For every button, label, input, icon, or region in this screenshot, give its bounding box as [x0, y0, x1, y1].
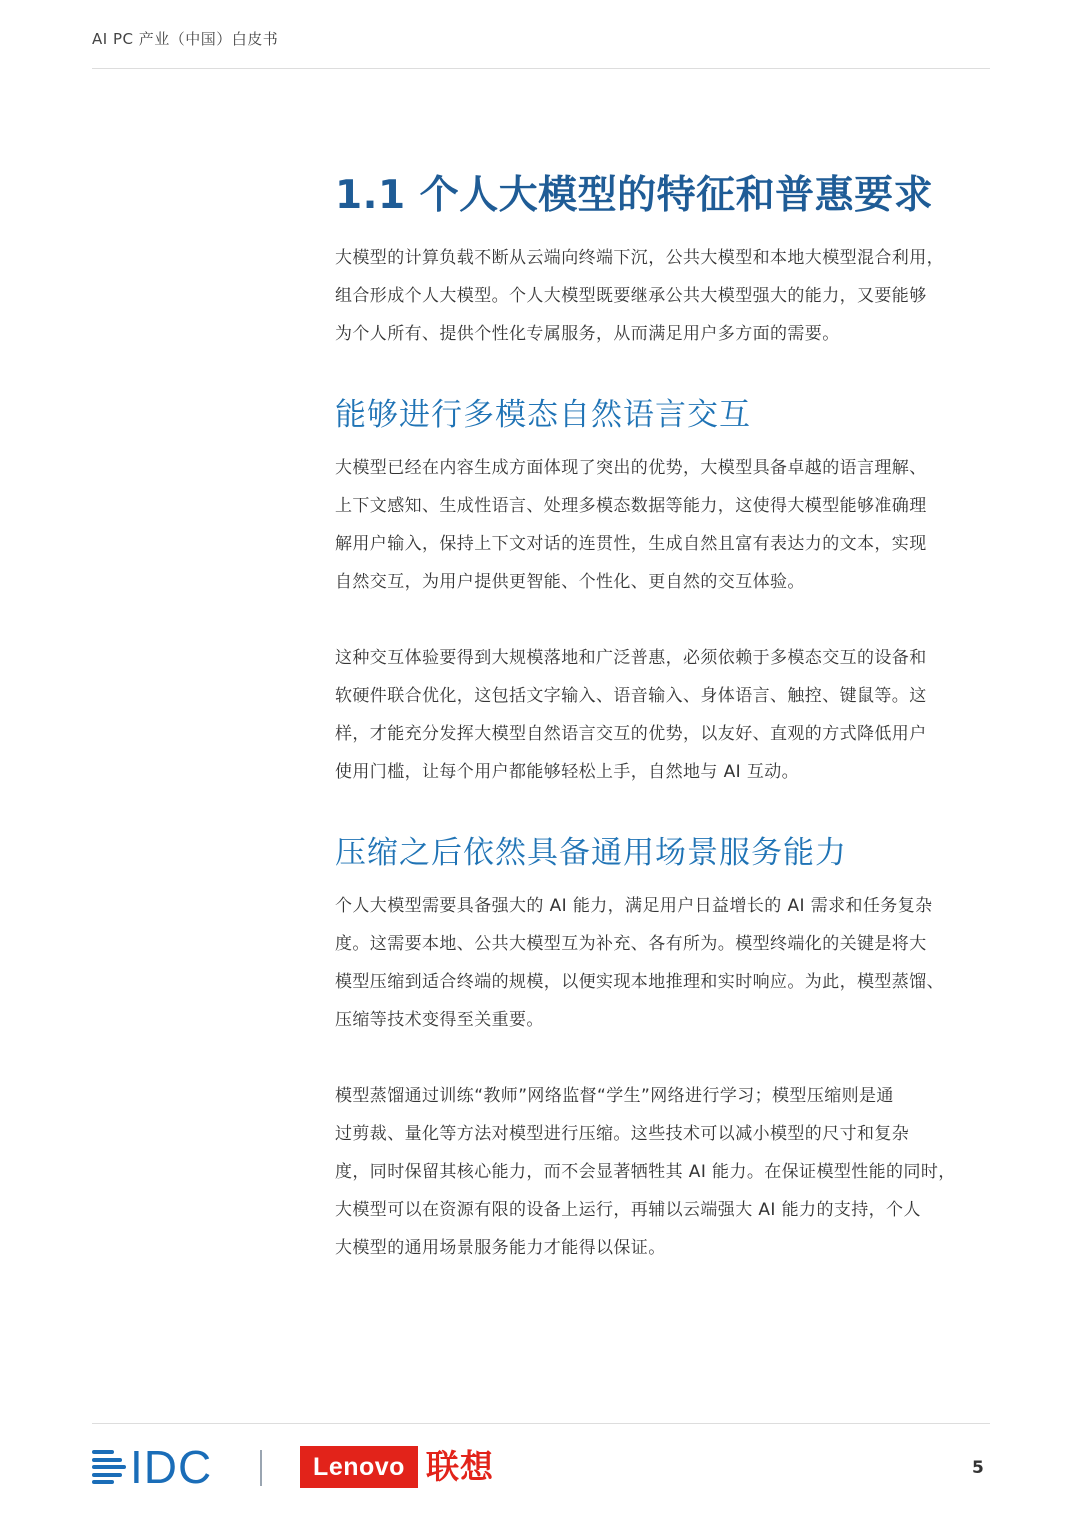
text-line: 大模型可以在资源有限的设备上运行，再辅以云端强大 AI 能力的支持，个人	[335, 1200, 921, 1220]
text-line: 大模型的通用场景服务能力才能得以保证。	[335, 1238, 666, 1258]
text-line: 模型压缩到适合终端的规模，以便实现本地推理和实时响应。为此，模型蒸馏、	[335, 972, 944, 992]
paragraph	[335, 887, 1005, 1039]
idc-logo	[92, 1441, 213, 1493]
logo-divider	[260, 1450, 262, 1486]
subsection-title-multimodal: 能够进行多模态自然语言交互	[335, 397, 751, 433]
text-line: 组合形成个人大模型。个人大模型既要继承公共大模型强大的能力，又要能够	[335, 286, 927, 306]
page-number: 5	[972, 1458, 984, 1478]
idc-logo-text: IDC	[130, 1441, 213, 1493]
paragraph	[335, 1077, 1005, 1267]
header-title: AI PC 产业（中国）白皮书	[92, 30, 279, 48]
text-line: 度。这需要本地、公共大模型互为补充、各有所为。模型终端化的关键是将大	[335, 934, 927, 954]
text-line: 大模型已经在内容生成方面体现了突出的优势，大模型具备卓越的语言理解、	[335, 458, 927, 478]
text-line: 模型蒸馏通过训练“教师”网络监督“学生”网络进行学习；模型压缩则是通	[335, 1086, 894, 1106]
section-title: 1.1 个人大模型的特征和普惠要求	[335, 173, 934, 218]
paragraph	[335, 639, 1005, 791]
text-line: 压缩等技术变得至关重要。	[335, 1010, 544, 1030]
text-line: 大模型的计算负载不断从云端向终端下沉，公共大模型和本地大模型混合利用，	[335, 248, 944, 268]
intro-paragraph	[335, 239, 1005, 353]
lenovo-cn-logo: 联想	[426, 1447, 494, 1486]
header-divider	[92, 68, 990, 69]
lenovo-logo: Lenovo	[300, 1446, 418, 1488]
text-line: 自然交互，为用户提供更智能、个性化、更自然的交互体验。	[335, 572, 805, 592]
paragraph	[335, 449, 1005, 601]
text-line: 这种交互体验要得到大规模落地和广泛普惠，必须依赖于多模态交互的设备和	[335, 648, 927, 668]
text-line: 样，才能充分发挥大模型自然语言交互的优势，以友好、直观的方式降低用户	[335, 724, 927, 744]
text-line: 度，同时保留其核心能力，而不会显著牺牲其 AI 能力。在保证模型性能的同时，	[335, 1162, 956, 1182]
text-line: 过剪裁、量化等方法对模型进行压缩。这些技术可以减小模型的尺寸和复杂	[335, 1124, 910, 1144]
text-line: 上下文感知、生成性语言、处理多模态数据等能力，这使得大模型能够准确理	[335, 496, 927, 516]
text-line: 解用户输入，保持上下文对话的连贯性，生成自然且富有表达力的文本，实现	[335, 534, 927, 554]
text-line: 使用门槛，让每个用户都能够轻松上手，自然地与 AI 互动。	[335, 762, 800, 782]
footer-divider	[92, 1423, 990, 1424]
subsection-title-compression: 压缩之后依然具备通用场景服务能力	[335, 835, 847, 871]
text-line: 个人大模型需要具备强大的 AI 能力，满足用户日益增长的 AI 需求和任务复杂	[335, 896, 933, 916]
main-content	[335, 165, 1005, 1267]
idc-stripes-icon	[92, 1450, 126, 1484]
text-line: 为个人所有、提供个性化专属服务，从而满足用户多方面的需要。	[335, 324, 840, 344]
text-line: 软硬件联合优化，这包括文字输入、语音输入、身体语言、触控、键鼠等。这	[335, 686, 927, 706]
